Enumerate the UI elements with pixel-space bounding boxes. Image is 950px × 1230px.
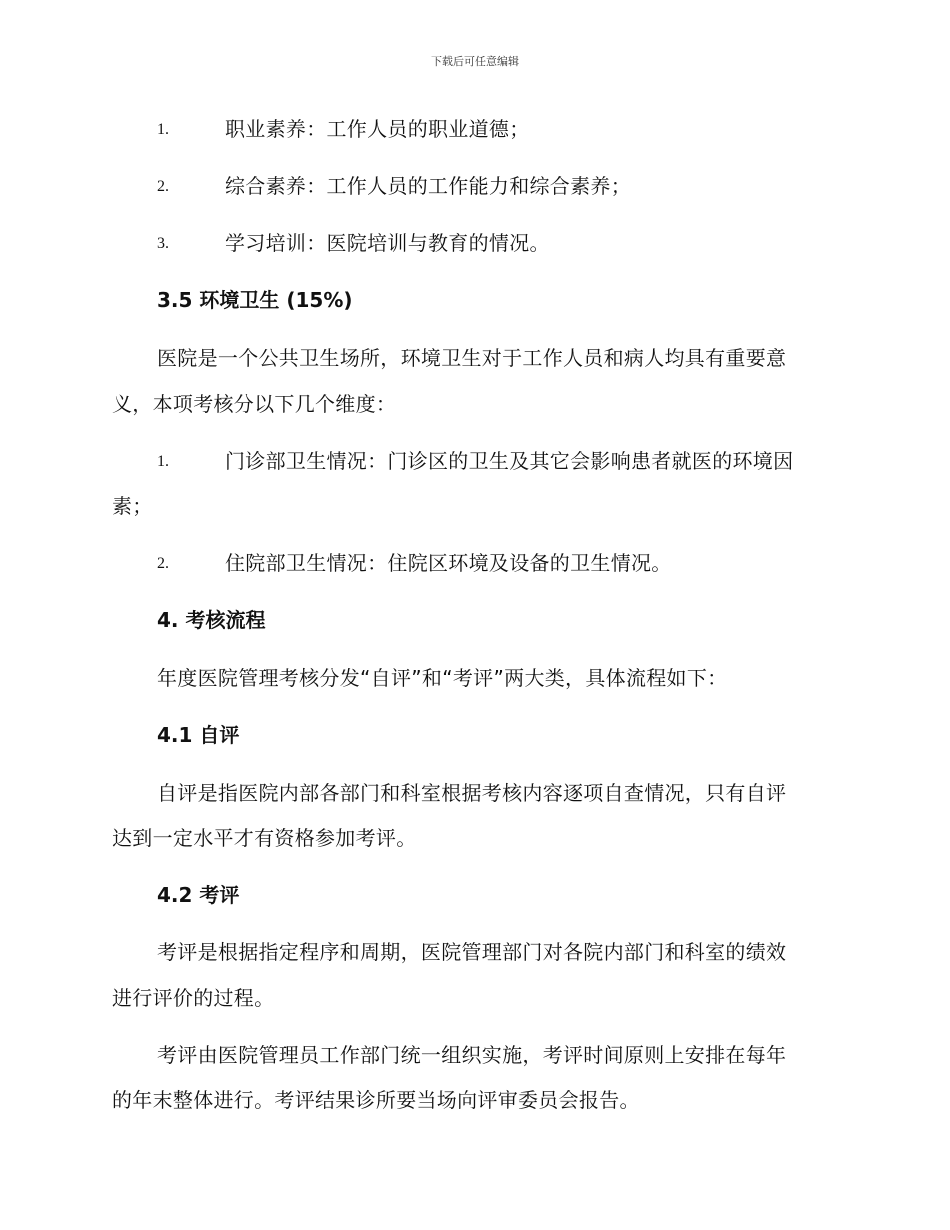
list-text: 综合素养：工作人员的工作能力和综合素养； <box>225 174 631 198</box>
paragraph-line: 考评是根据指定程序和周期，医院管理部门对各院内部门和科室的绩效 <box>157 940 787 964</box>
list-number: 2. <box>157 178 169 195</box>
paragraph-line: 的年末整体进行。考评结果诊所要当场向评审委员会报告。 <box>112 1088 640 1112</box>
list-text: 门诊部卫生情况：门诊区的卫生及其它会影响患者就医的环境因 <box>225 449 794 473</box>
list-text: 学习培训：医院培训与教育的情况。 <box>225 231 550 255</box>
paragraph-line: 自评是指医院内部各部门和科室根据考核内容逐项自查情况，只有自评 <box>157 781 787 805</box>
paragraph-line: 进行评价的过程。 <box>112 986 275 1010</box>
list-number: 3. <box>157 235 169 252</box>
section-heading: 4.1 自评 <box>157 723 240 747</box>
list-text: 职业素养：工作人员的职业道德； <box>225 117 530 141</box>
list-text: 住院部卫生情况：住院区环境及设备的卫生情况。 <box>225 551 672 575</box>
paragraph-line: 医院是一个公共卫生场所，环境卫生对于工作人员和病人均具有重要意 <box>157 346 787 370</box>
paragraph-line: 年度医院管理考核分发“自评”和“考评”两大类，具体流程如下： <box>157 666 728 690</box>
list-number: 2. <box>157 555 169 572</box>
paragraph-line: 考评由医院管理员工作部门统一组织实施，考评时间原则上安排在每年 <box>157 1043 787 1067</box>
section-heading: 3.5 环境卫生 (15%) <box>157 288 353 312</box>
page-header: 下载后可任意编辑 <box>431 55 519 68</box>
list-number: 1. <box>157 121 169 138</box>
paragraph-line: 义，本项考核分以下几个维度： <box>112 392 397 416</box>
list-text-continuation: 素； <box>112 494 153 518</box>
paragraph-line: 达到一定水平才有资格参加考评。 <box>112 826 417 850</box>
list-number: 1. <box>157 453 169 470</box>
section-heading: 4. 考核流程 <box>157 608 266 632</box>
section-heading: 4.2 考评 <box>157 883 240 907</box>
